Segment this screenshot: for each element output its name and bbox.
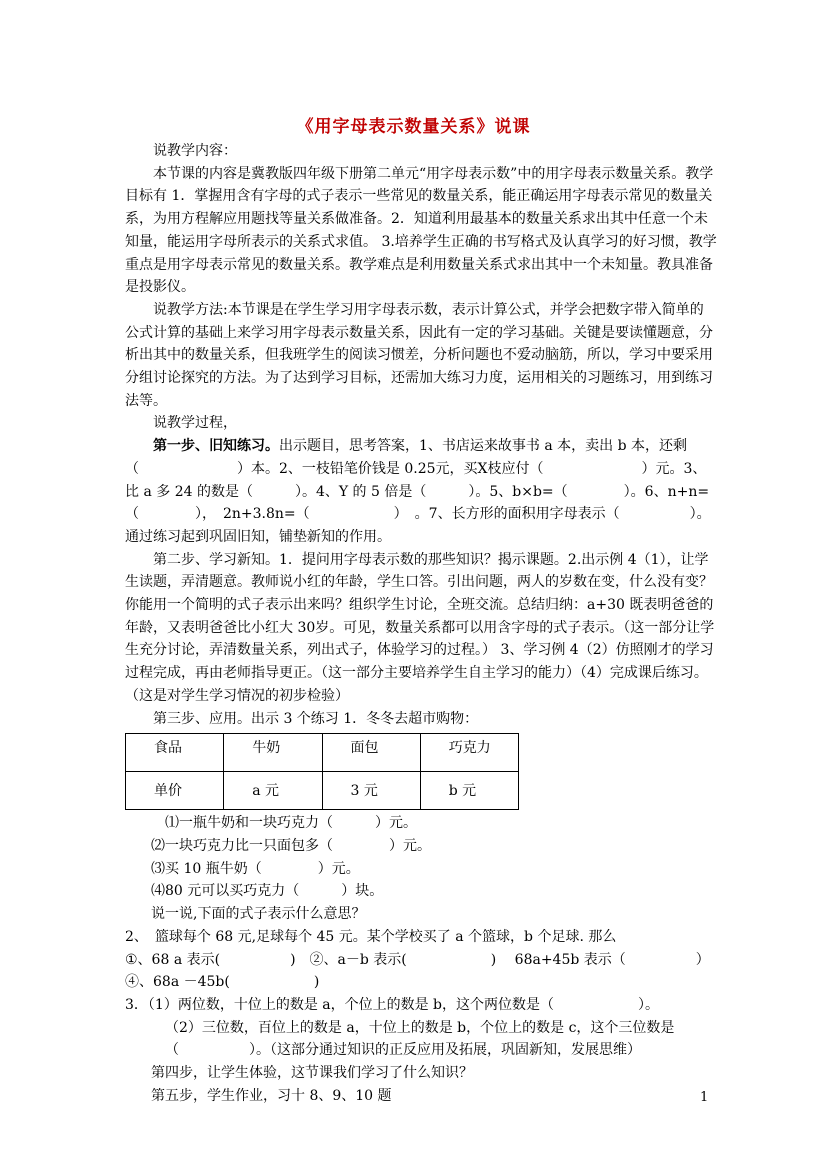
price-table (125, 733, 519, 810)
question-3: ⑶买 10 瓶牛奶（ ）元。 (151, 860, 360, 877)
paragraph-method: 说教学方法:本节课是在学生学习用字母表示数，表示计算公式，并学会把数字带入简单的公式计算的基础上来学习用字母表示数量关系，因此有一定的学习基础。关键是要读懂题意，分析出其中的数量关系，但我班学生的阅读习惯差，分析问题也不爱动脑筋，所以，学习中要采用分组讨论探究的方法。为了达到学习目标，还需加大练习力度，运用相关的习题练习，用到练习法等。 (125, 301, 713, 409)
table-cell: 3 元 (322, 772, 420, 810)
exercise-3-part1: 3．（1）两位数，十位上的数是 a，个位上的数是 b，这个两位数是（ ）。 (125, 996, 660, 1013)
question-2: ⑵一块巧克力比一只面包多（ ）元。 (151, 837, 431, 854)
paragraph-step1 (125, 435, 717, 549)
paragraph-content: 本节课的内容是冀教版四年级下册第二单元“用字母表示数”中的用字母表示数量关系。教学目标有 1．掌握用含有字母的式子表示一些常见的数量关系，能正确运用字母表示常见的数量关系，为用方程解应用题找等量关系做准备。2．知道利用最基本的数量关系求出其中任意一个未知量，能运用字母所表示的关系式求值。 3.培养学生正确的书写格式及认真学习的好习惯，教学重点是用字母表示常见的数量关系。教学难点是利用数量关系式求出其中一个未知量。教具准备是投影仪。 (125, 165, 717, 296)
table-row (126, 734, 519, 772)
question-5: 说一说,下面的式子表示什么意思？ (151, 906, 366, 923)
step1-heading: 第一步、旧知练习。 (153, 438, 279, 455)
paragraph-step2: 第二步、学习新知。1．提问用字母表示数的那些知识？揭示课题。2.出示例 4（1），让学生读题，弄清题意。教师说小红的年龄，学生口答。引出问题，两人的岁数在变，什么没有变？你能用一个简明的式子表示出来吗？组织学生讨论，全班交流。总结归纳：a+30 既表明爸爸的年龄，又表明爸爸比小红大 30岁。可见，数量关系都可以用含字母的式子表示。（这一部分让学生充分讨论，弄清数量关系，列出式子，体验学习的过程。） 3、学习例 4（2）仿照刚才的学习过程完成，再由老师指导更正。（这一部分主要培养学生自主学习的能力）（4）完成课后练习。（这是对学生学习情况的初步检验） (125, 551, 715, 704)
question-1: ⑴一瓶牛奶和一块巧克力（ ）元。 (165, 815, 417, 832)
table-cell: a 元 (224, 772, 322, 810)
question-4: ⑷80 元可以买巧克力（ ）块。 (151, 883, 384, 900)
exercise-3-part2: （2）三位数，百位上的数是 a，十位上的数是 b，个位上的数是 c，这个三位数是（ ）。（这部分通过知识的正反应用及拓展，巩固新知，发展思维） (165, 1019, 675, 1059)
page-number: 1 (700, 1090, 709, 1105)
table-cell: b 元 (420, 772, 518, 810)
table-cell: 单价 (126, 772, 224, 810)
exercise-2-intro: 2、 篮球每个 68 元,足球每个 45 元。某个学校买了 a 个篮球，b 个足球. 那么 (125, 928, 617, 945)
paragraph-step4: 第四步，让学生体验，这节课我们学习了什么知识？ (151, 1065, 473, 1082)
paragraph-step3: 第三步、应用。出示 3 个练习 1．冬冬去超市购物： (153, 710, 479, 727)
step1-text: 出示题目，思考答案，1、书店运来故事书 a 本，卖出 b 本，还剩（ ）本。2、一枝铅笔价钱是 0.25元，买Ⅹ枝应付（ ）元。3、比 a 多 24 的数是（ ）。4、Y 的 5 倍是（ ）。5、b×b=（ ）。6、n+n=（ ）， 2n+3.8n=（ ） 。7、长方形的面积用字母表示（ ）。通过练习起到巩固旧知，铺垫新知的作用。 (125, 438, 711, 545)
exercise-2-items: ①、68 a 表示( ) ②、a－b 表示( ) 68a+45b 表示（ ）④、68a －45b( ) (125, 951, 710, 991)
table-row (126, 772, 519, 810)
table-cell: 面包 (322, 734, 420, 772)
paragraph-step5: 第五步，学生作业，习十 8、9、10 题 (151, 1087, 392, 1104)
table-cell: 牛奶 (224, 734, 322, 772)
table-cell: 巧克力 (420, 734, 518, 772)
section-heading-process: 说教学过程， (153, 415, 237, 432)
table-cell: 食品 (126, 734, 224, 772)
document-title: 《用字母表示数量关系》说课 (296, 117, 531, 137)
document-body (125, 140, 717, 1107)
section-heading-content: 说教学内容： (153, 143, 237, 159)
